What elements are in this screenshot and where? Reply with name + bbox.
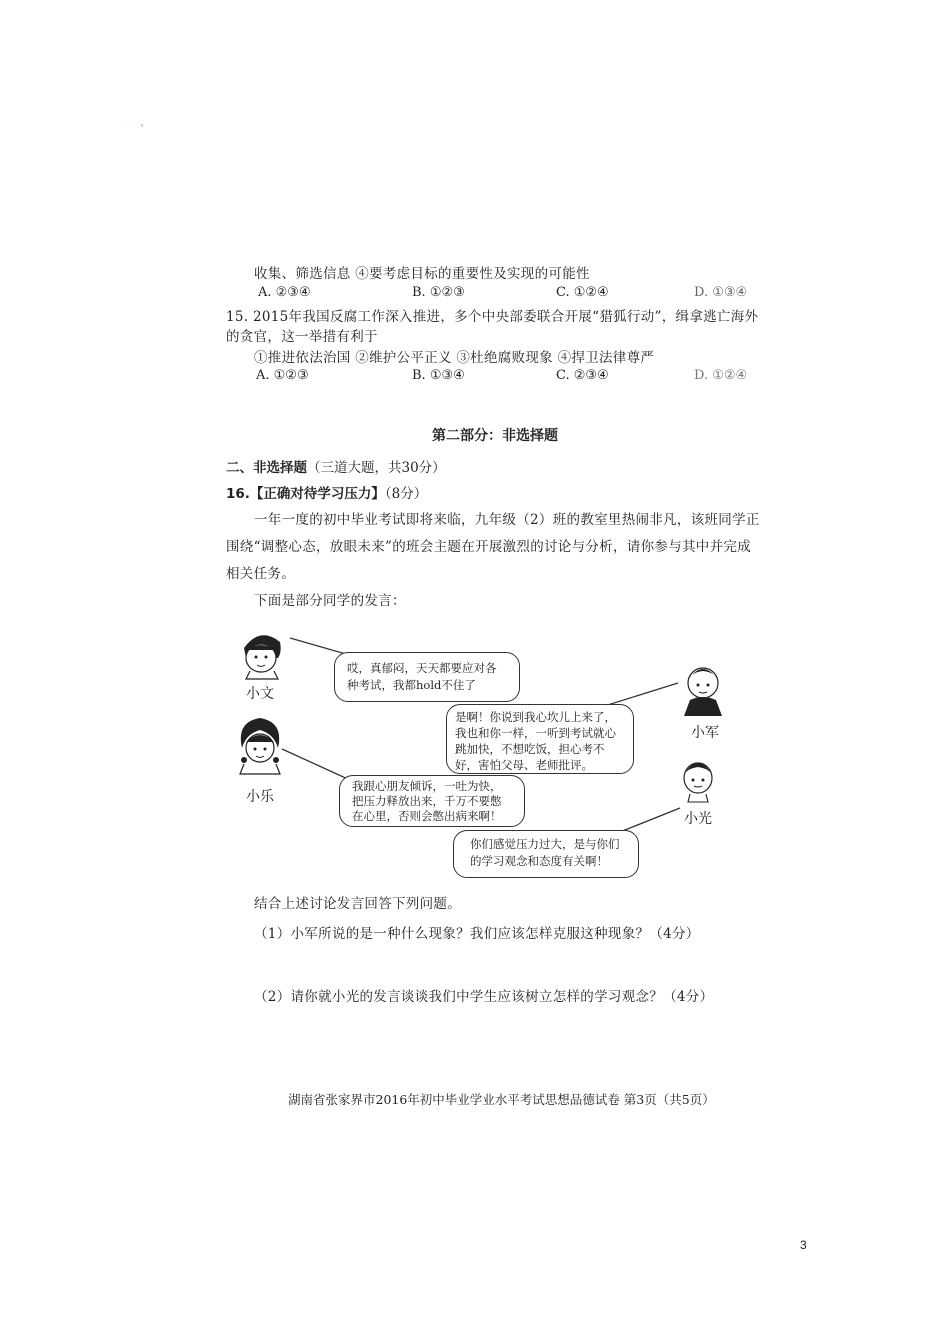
xiaojun-name: 小军 xyxy=(691,725,719,741)
q16-intro-line1: 一年一度的初中毕业考试即将来临，九年级（2）班的教室里热闹非凡，该班同学正 xyxy=(254,512,760,528)
q16-intro-line3: 相关任务。 xyxy=(226,566,295,582)
xiaole-speech-bubble: 我跟心朋友倾诉，一吐为快，把压力释放出来，千万不要憋在心里，否则会憋出病来啊！ xyxy=(339,775,525,827)
xiaole-name: 小乐 xyxy=(246,789,274,805)
section2-note: （三道大题，共30分） xyxy=(307,460,446,476)
q14-option-a: A. ②③④ xyxy=(258,285,311,300)
xiaoguang-avatar xyxy=(684,763,712,802)
q14-option-c: C. ①②④ xyxy=(556,285,609,300)
q16-lead: 下面是部分同学的发言： xyxy=(254,593,406,609)
q15-option-a: A. ①②③ xyxy=(256,368,309,383)
top-mark: 、 xyxy=(140,118,150,129)
q15-option-d: D. ①②④ xyxy=(694,368,748,383)
xiaole-avatar xyxy=(240,718,280,774)
q14-tail-text: 收集、筛选信息 ④要考虑目标的重要性及实现的可能性 xyxy=(254,266,590,282)
q16-instruction: 结合上述讨论发言回答下列问题。 xyxy=(254,896,461,912)
q14-option-d: D. ①③④ xyxy=(694,285,748,300)
xiaoguang-speech-bubble: 你们感觉压力过大，是与你们的学习观念和态度有关啊！ xyxy=(453,830,639,878)
xiaowen-avatar xyxy=(244,635,281,679)
q15-stem-line2: 的贪官，这一举措有利于 xyxy=(226,329,378,345)
q15-choices: ①推进依法治国 ②维护公平正义 ③杜绝腐败现象 ④捍卫法律尊严 xyxy=(254,350,655,366)
q14-option-b: B. ①②③ xyxy=(412,285,465,300)
q16-subquestion-1: （1）小军所说的是一种什么现象？我们应该怎样克服这种现象？（4分） xyxy=(254,926,700,942)
xiaowen-speech-bubble: 哎，真郁闷，天天都要应对各种考试，我都hold不住了 xyxy=(334,652,520,702)
q16-score: （8分） xyxy=(384,486,428,502)
part2-title: 第二部分：非选择题 xyxy=(432,428,558,444)
q16-intro-line2: 围绕“调整心态，放眼未来”的班会主题在开展激烈的讨论与分析，请你参与其中并完成 xyxy=(226,539,752,555)
xiaojun-speech-bubble: 是啊！你说到我心坎儿上来了，我也和你一样，一听到考试就心跳加快，不想吃饭，担心考不好，害怕父母、老师批评。 xyxy=(446,704,634,774)
q16-subquestion-2: （2）请你就小光的发言谈谈我们中学生应该树立怎样的学习观念？（4分） xyxy=(254,989,714,1005)
xiaojun-avatar xyxy=(684,668,722,716)
xiaowen-name: 小文 xyxy=(246,686,274,702)
page-number: 3 xyxy=(800,1238,807,1252)
xiaoguang-name: 小光 xyxy=(684,811,712,827)
exam-footer: 湖南省张家界市2016年初中毕业学业水平考试思想品德试卷 第3页（共5页） xyxy=(288,1092,715,1107)
q15-stem-line1: 15. 2015年我国反腐工作深入推进，多个中央部委联合开展“猎狐行动”，缉拿逃亡海外 xyxy=(226,309,759,325)
q15-option-b: B. ①③④ xyxy=(412,368,465,383)
section2-title: 二、非选择题 xyxy=(226,460,307,476)
q15-option-c: C. ②③④ xyxy=(556,368,609,383)
q16-title: 16.【正确对待学习压力】 xyxy=(226,486,385,502)
